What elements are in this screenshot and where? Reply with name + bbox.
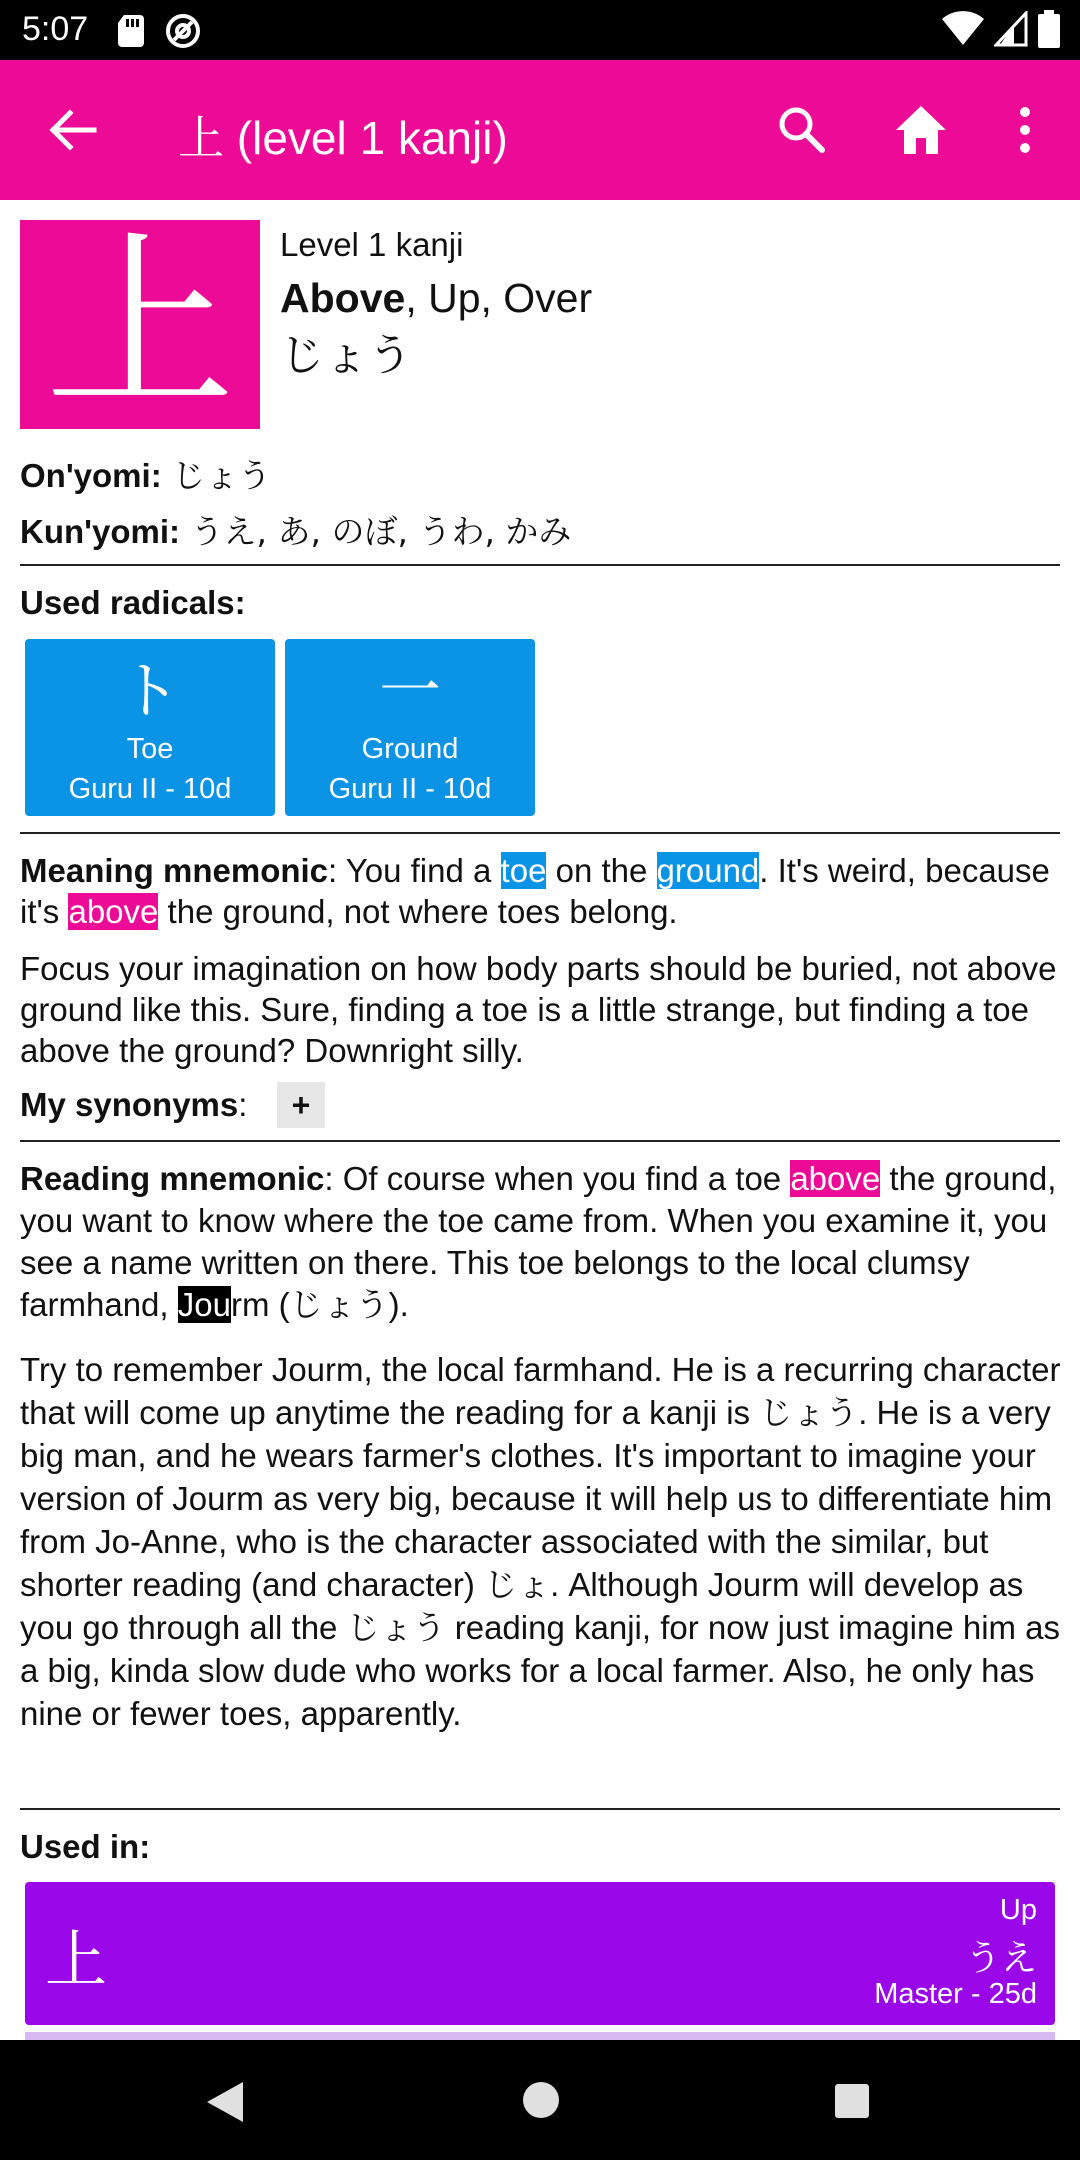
synonyms-row: My synonyms: [20,1086,248,1123]
onyomi-value: じょう [161,456,272,495]
reading-hint: Try to remember Jourm, the local farmhand. He is a recurring character that will come up anytime the reading for a kanji is じょう. He is a very big man, and he wears farmer's clothes. It's important to imagine your version of Jourm as very big, because it will help us to differentiate him from Jo-Anne, who is the character associated with the similar, but shorter reading (and character) じょ. Although Jourm will develop as you go through all the じょう reading kanji, for now just imagine him as a big, kinda slow dude who works for a local farmer. Also, he only has nine or fewer toes, apparently. [20,1351,1061,1732]
vocabulary-card[interactable] [25,1882,1055,2025]
radicals-heading: Used radicals: [20,584,246,621]
back-arrow-icon[interactable] [42,100,102,160]
onyomi-row [20,450,271,497]
search-icon[interactable] [772,100,832,160]
kanji-level-label: Level 1 kanji [280,226,464,263]
vocabulary-srs: Master - 25d [874,1978,1037,2010]
kanji-header-info [280,224,592,386]
battery-icon [1038,10,1060,48]
radical-card-ground[interactable] [285,639,535,816]
onyomi-label: On'yomi: [20,457,162,494]
vocabulary-glyph: 上 [45,1923,108,1996]
radical-srs: Guru II - 10d [328,773,492,805]
divider [20,832,1060,834]
kanji-highlight: above [68,893,159,930]
at-sign-icon [164,12,202,50]
home-icon[interactable] [890,100,952,160]
status-time: 5:07 [22,10,89,48]
meaning-hint: Focus your imagination on how body parts should be buried, not above ground like this. Sure, finding a toe is a little strange, but finding a toe above the ground? Downright silly. [20,950,1057,1069]
radical-glyph: ト [118,654,181,727]
nav-recents-icon[interactable] [835,2084,869,2118]
kanji-highlight: above [790,1160,881,1197]
nav-back-icon[interactable] [205,2080,245,2124]
radical-card-toe[interactable] [25,639,275,816]
nav-home-icon[interactable] [523,2082,559,2118]
reading-mnemonic: Reading mnemonic: Of course when you find a toe above the ground, you want to know where the toe came from. When you examine it, you see a name written on there. This toe belongs to the local clumsy farmhand, Jourm (じょう). [20,1160,1057,1323]
divider [20,564,1060,566]
page-title: 上 (level 1 kanji) [178,112,508,164]
cellular-signal-icon [994,11,1028,47]
reading-highlight: Jou [177,1286,231,1323]
next-card-edge [25,2032,1055,2040]
divider [20,1808,1060,1810]
radical-highlight: toe [500,852,547,889]
wifi-icon [942,11,984,47]
system-nav-bar [0,2040,1080,2160]
radical-srs: Guru II - 10d [68,773,232,805]
kunyomi-label: Kun'yomi: [20,513,181,550]
primary-meaning: Above [280,275,406,321]
vocabulary-meaning: Up [999,1894,1037,1926]
used-in-heading: Used in: [20,1828,151,1865]
status-bar [0,0,1080,60]
sd-card-icon [118,15,146,47]
radical-highlight: ground [656,852,760,889]
radical-name: Ground [361,733,459,765]
vocabulary-reading: うえ [964,1938,1037,1979]
divider [20,1140,1060,1142]
kanji-meanings [280,270,592,326]
radical-glyph: 一 [378,654,441,727]
kanji-detail-content[interactable] [0,200,1080,2040]
primary-reading: じょう [280,330,412,381]
synonyms-label: My synonyms [20,1086,239,1123]
meaning-mnemonic: Meaning mnemonic: You find a toe on the ground. It's weird, because it's above the ground, not where toes belong. [20,852,1050,930]
more-options-icon[interactable] [1000,100,1050,160]
kanji-character-tile: 上 [20,220,260,429]
other-meanings: , Up, Over [405,275,593,321]
app-bar [0,60,1080,200]
kunyomi-value: うえ, あ, のぼ, うわ, かみ [180,512,572,551]
add-synonym-button[interactable]: + [277,1082,325,1128]
kunyomi-row [20,506,571,553]
radical-name: Toe [126,733,174,765]
